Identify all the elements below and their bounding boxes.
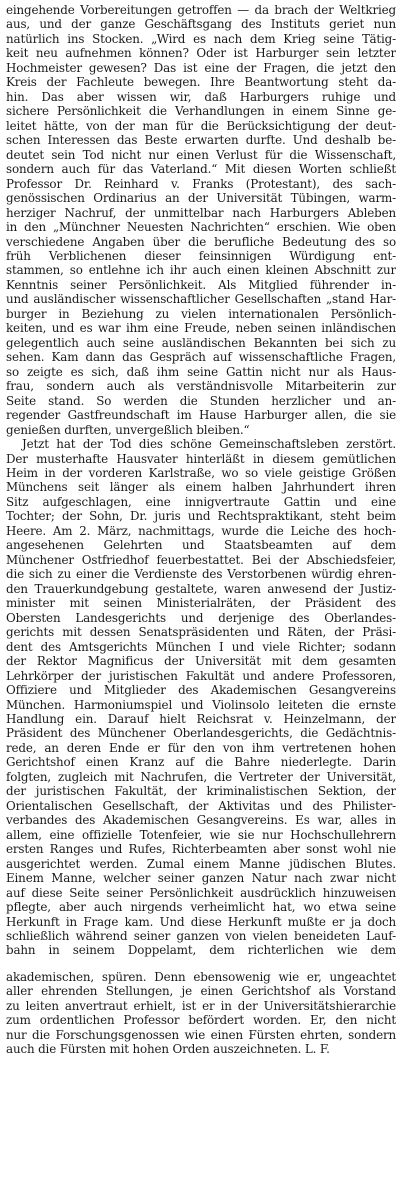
text-line: sichere Persönlichkeit die Verhandlungen in einem Sinne ge- [6, 104, 396, 119]
text-line: früh Verblichenen dieser feinsinnigen Würdigung ent- [6, 248, 396, 263]
text-line: bahn in seinem Doppelamt, dem richterlichen wie dem [6, 943, 396, 958]
text-line: keit neu aufnehmen können? Oder ist Harburger sein letzter [6, 46, 396, 61]
text-line: gerichts mit dessen Senatspräsidenten und Räten, der Präsi- [6, 625, 396, 640]
text-line: natürlich ins Stocken. „Wird es nach dem Krieg seine Tätig- [6, 31, 396, 46]
text-line: akademischen, spüren. Denn ebensowenig wie er, ungeachtet [6, 969, 396, 984]
text-line: hin. Das aber wissen wir, daß Harburgers ruhige und [6, 89, 396, 104]
text-line: frau, sondern auch als verständnisvolle Mitarbeiterin zur [6, 379, 396, 394]
text-line: der Rektor Magnificus der Universität mit dem gesamten [6, 654, 396, 669]
text-line: die sich zu einer die Verdienste des Verstorbenen würdig ehren- [6, 567, 396, 582]
text-line: sondern auch für das Vaterland.“ Mit diesen Worten schließt [6, 162, 396, 177]
text-line: leitet hätte, von der man für die Berücksichtigung der deut- [6, 118, 396, 133]
text-line: auf diese Seite seiner Persönlichkeit ausdrücklich hinzuweisen [6, 885, 396, 900]
text-line: nur die Forschungsgenossen wie einen Fürsten ehrten, sondern [6, 1027, 396, 1042]
text-line: pflegte, aber auch nirgends verheimlicht hat, wo etwa seine [6, 900, 396, 915]
text-line: Offiziere und Mitglieder des Akademischen Gesangvereins [6, 683, 396, 698]
text-line: ersten Ranges und Rufes, Richterbeamten aber sonst wohl nie [6, 842, 396, 857]
text-line: Heim in der vorderen Karlstraße, wo so viele geistige Größen [6, 466, 396, 480]
text-line: Kenntnis seiner Persönlichkeit. Als Mitglied führender in- [6, 277, 396, 292]
text-line: Kreis der Fachleute bewegen. Ihre Beantwortung steht da- [6, 75, 396, 90]
text-line: zum ordentlichen Professor befördert worden. Er, den nicht [6, 1013, 396, 1028]
text-line: genießen durften, unvergeßlich bleiben.“ [6, 422, 250, 437]
text-line: gelegentlich auch seine ausländischen Bekannten bei sich zu [6, 335, 396, 350]
text-line: keiten, und es war ihm eine Freude, neben seinen inländischen [6, 321, 396, 336]
text-line: genössischen Ordinarius an der Universität Tübingen, warm- [6, 191, 396, 206]
text-line: verschiedene Angaben über die berufliche Bedeutung des so [6, 234, 396, 249]
text-line: Münchens seit länger als einem halben Jahrhundert ihren [6, 480, 396, 495]
text-line: eingehende Vorbereitungen getroffen — da brach der Weltkrieg [6, 3, 396, 17]
text-line: der juristischen Fakultät, der kriminalistischen Sektion, der [6, 784, 396, 799]
text-line: Jetzt hat der Tod dies schöne Gemeinschaftsleben zerstört. [22, 437, 396, 452]
text-line: sehen. Kam dann das Gespräch auf wissenschaftliche Fragen, [6, 350, 396, 365]
text-line: verbandes des Akademischen Gesangvereins. Es war, alles in [6, 813, 396, 828]
text-line: Obersten Landesgerichts und derjenige des Oberlandes- [6, 610, 396, 625]
text-line: auch die Fürsten mit hohen Orden auszeichneten. L. F. [6, 1042, 330, 1057]
text-line: den Trauerkundgebung gestaltete, waren anwesend der Justiz- [6, 581, 396, 596]
text-line: Der musterhafte Hausvater hinterläßt in diesem gemütlichen [6, 451, 396, 466]
text-line: aller ehrenden Stellungen, je einen Gerichtshof als Vorstand [6, 984, 396, 999]
text-line: Lehrkörper der juristischen Fakultät und andere Professoren, [6, 668, 396, 683]
text-line: folgten, zugleich mit Nachrufen, die Vertreter der Universität, [6, 769, 396, 784]
text-line: Orientalischen Gesellschaft, der Aktivitas und des Philister- [6, 798, 396, 813]
text-line: Hochmeister gewesen? Das ist eine der Fragen, die jetzt den [6, 60, 396, 75]
text-line: aus, und der ganze Geschäftsgang des Instituts geriet nun [6, 17, 396, 32]
text-line: Herkunft in Frage kam. Und diese Herkunft mußte er ja doch [6, 914, 396, 929]
text-line: Professor Dr. Reinhard v. Franks (Protestant), des sach- [6, 176, 396, 191]
text-line: zu leiten anvertraut erhielt, ist er in der Universitätshierarchie [6, 998, 396, 1013]
text-line: und ausländischer wissenschaftlicher Gesellschaften „stand Har- [6, 292, 396, 307]
text-line: deutet sein Tod nicht nur einen Verlust für die Wissenschaft, [6, 147, 396, 162]
text-line: Seite stand. So werden die Stunden herzlicher und an- [6, 393, 396, 408]
text-line: stammen, so entlehne ich ihr auch einen kleinen Abschnitt zur [6, 263, 396, 278]
text-line: so zeigte es sich, daß ihm seine Gattin nicht nur als Haus- [6, 364, 396, 379]
text-line: schließlich während seiner ganzen von vielen beneideten Lauf- [6, 929, 396, 943]
text-line: Einem Manne, welcher seiner ganzen Natur nach zwar nicht [6, 871, 396, 886]
text-line: ausgerichtet werden. Zumal einem Manne jüdischen Blutes. [6, 856, 396, 871]
text-line: rede, an deren Ende er für den von ihm vertretenen hohen [6, 740, 396, 755]
text-line: burger in Beziehung zu vielen internationalen Persönlich- [6, 306, 396, 321]
text-line: München. Harmoniumspiel und Violinsolo leiteten die ernste [6, 697, 396, 712]
text-line: in den „Münchner Neuesten Nachrichten“ erschien. Wie oben [6, 220, 396, 235]
text-line: Gerichtshof einen Kranz auf die Bahre niederlegte. Darin [6, 755, 396, 770]
text-line: Sitz aufgeschlagen, eine innigvertraute Gattin und eine [6, 494, 396, 509]
text-line: schen Interessen das Beste erwarten durfte. Und deshalb be- [6, 133, 396, 148]
text-line: Präsident des Münchener Oberlandesgerichts, die Gedächtnis- [6, 726, 396, 741]
article-page [6, 3, 396, 1057]
text-line: angesehenen Gelehrten und Staatsbeamten auf dem [6, 538, 396, 553]
text-line: Tochter; der Sohn, Dr. juris und Rechtspraktikant, steht beim [6, 509, 396, 524]
text-line: Münchener Ostfriedhof feuerbestattet. Bei der Abschiedsfeier, [6, 552, 396, 567]
text-line: dent des Amtsgerichts München I und viele Richter; sodann [6, 639, 396, 654]
text-line: herziger Nachruf, der unmittelbar nach Harburgers Ableben [6, 205, 396, 220]
text-line: Heere. Am 2. März, nachmittags, wurde die Leiche des hoch- [6, 523, 396, 538]
paragraph-funeral-account [6, 437, 396, 1057]
text-line: Handlung ein. Darauf hielt Reichsrat v. Heinzelmann, der [6, 711, 396, 726]
text-line: regender Gastfreundschaft im Hause Harburger allen, die sie [6, 408, 396, 423]
paragraph-obituary-quote [6, 3, 396, 437]
text-line: minister mit seinen Ministerialräten, der Präsident des [6, 596, 396, 611]
text-line: allem, eine offizielle Totenfeier, wie sie nur Hochschullehrern [6, 827, 396, 842]
